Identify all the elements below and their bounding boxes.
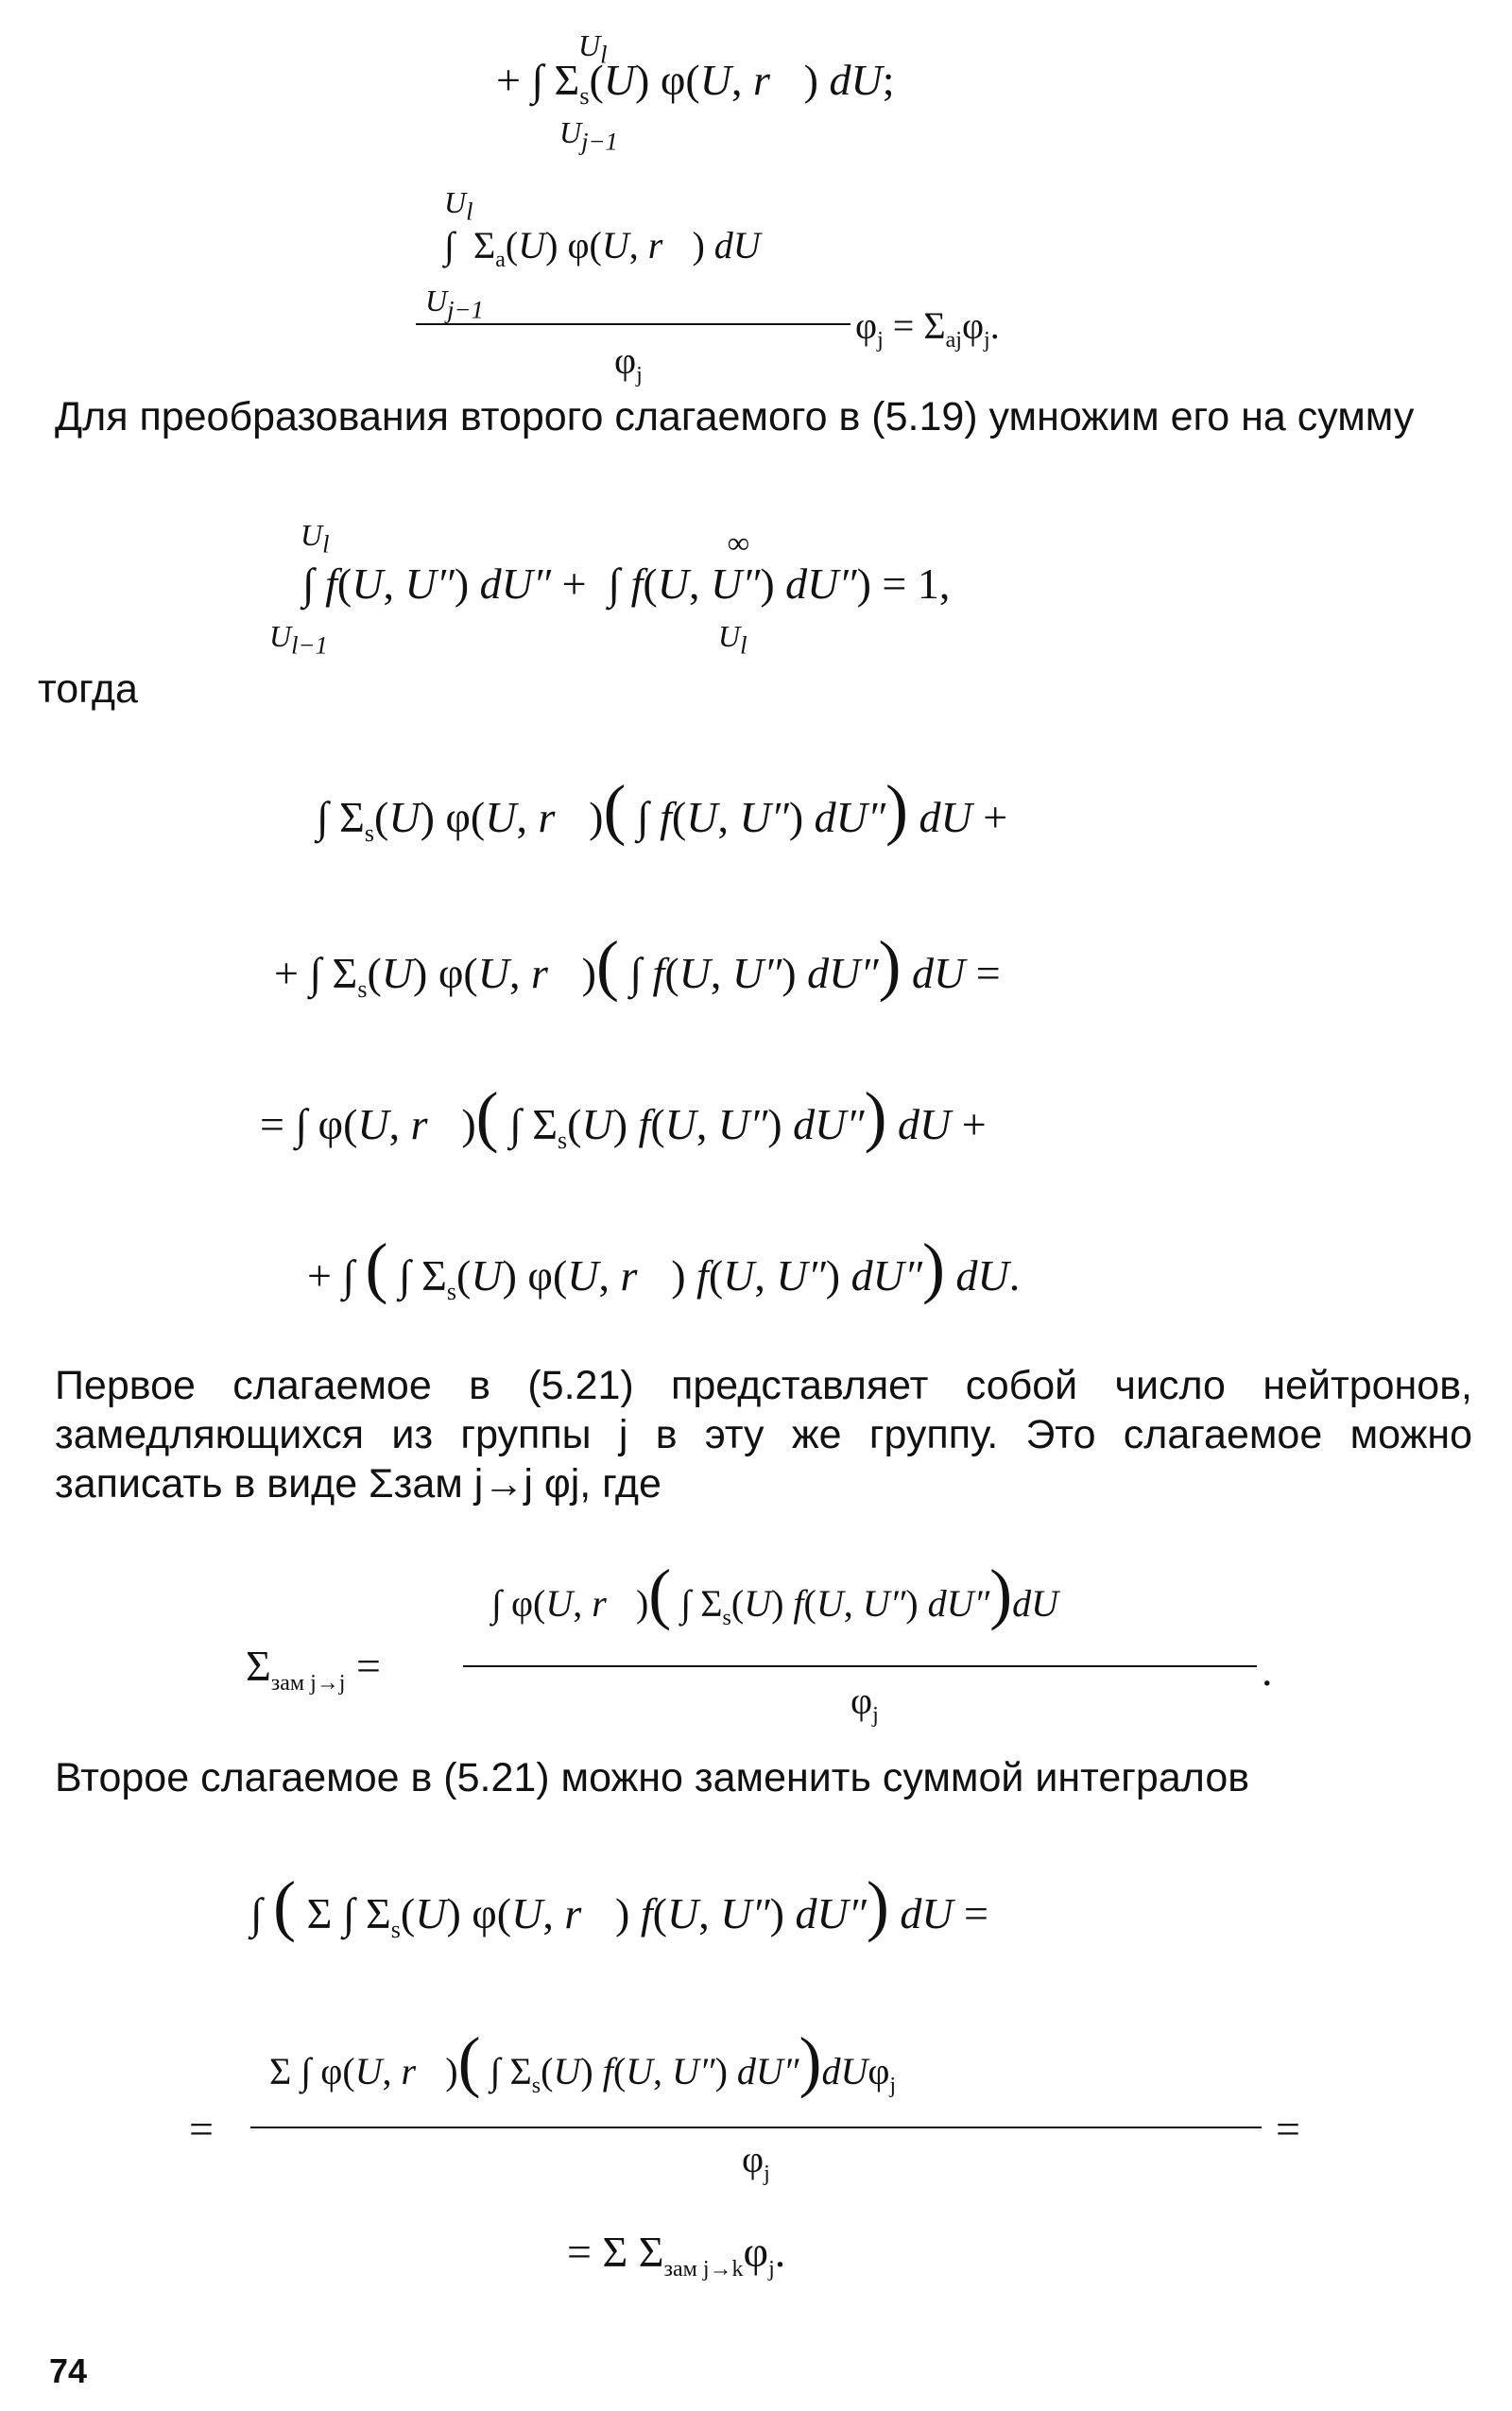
upper-limit: $U_l$ bbox=[578, 28, 608, 69]
period: . bbox=[1262, 1646, 1273, 1695]
fraction-bar bbox=[250, 2127, 1262, 2128]
lhs: $\Sigma_{зам j\to j}$ = bbox=[246, 1642, 381, 1696]
equation-line-3: = ∫ φ(U, r⃗)( ∫ $\Sigma_s(U)$ f(U, U″) dU″) dU + bbox=[260, 1078, 987, 1155]
denominator: $\varphi_j$ bbox=[850, 1679, 879, 1728]
page-number: 74 bbox=[49, 2351, 88, 2390]
upper-limit: $U_l$ bbox=[444, 185, 473, 226]
paragraph: Второе слагаемое в (5.21) можно заменить суммой интегралов bbox=[55, 1755, 1250, 1800]
equation-line-2: + ∫ $\Sigma_s(U)$ φ(U, r⃗)( ∫ f(U, U″) dU″) dU = bbox=[274, 927, 1001, 1004]
equation-line-1: ∫ ( Σ ∫ $\Sigma_s(U)$ φ(U, r⃗) f(U, U″) dU″) dU = bbox=[250, 1868, 988, 1944]
equals-sign: = bbox=[189, 2105, 214, 2153]
equation-line-1: ∫ $\Sigma_s(U)$ φ(U, r⃗)( ∫ f(U, U″) dU″) dU + bbox=[317, 771, 1008, 848]
equals-sign: = bbox=[1276, 2105, 1300, 2153]
numerator: ∫ $\Sigma_a(U)$ φ(U, r⃗) dU bbox=[444, 224, 761, 272]
denominator: $\varphi_j$ bbox=[614, 339, 643, 387]
numerator: ∫ φ(U, r⃗)( ∫ $\Sigma_s(U)$ f(U, U″) dU″)dU bbox=[491, 1556, 1059, 1631]
equation-body: ∫ f(U, U″) dU″ + ∫ f(U, U″) dU″) = 1, bbox=[302, 560, 951, 608]
rhs: $\varphi_j = \Sigma_{aj}\varphi_j$. bbox=[855, 304, 1000, 353]
equation-line-3: = Σ $\Sigma_{зам j\to k}\varphi_j$. bbox=[567, 2228, 786, 2282]
paragraph: Для преобразования второго слагаемого в (5.19) умножим его на сумму bbox=[55, 394, 1415, 439]
fraction-bar bbox=[463, 1665, 1257, 1667]
upper-limit: ∞ bbox=[728, 525, 749, 560]
denominator: $\varphi_j$ bbox=[742, 2138, 770, 2186]
equation-line-2-numerator: Σ ∫ φ(U, r⃗)( ∫ $\Sigma_s(U)$ f(U, U″) dU″)dUφ$_j$ bbox=[269, 2024, 897, 2099]
equation-line-4: + ∫ ( ∫ $\Sigma_s(U)$ φ(U, r⃗) f(U, U″) dU″) dU. bbox=[307, 1230, 1021, 1306]
lower-limit: $U_{j-1}$ bbox=[559, 115, 618, 156]
fraction-bar bbox=[416, 323, 850, 325]
lower-limit: $U_{l-1}$ bbox=[269, 619, 328, 660]
upper-limit: $U_l$ bbox=[301, 518, 330, 559]
lower-limit: $U_l$ bbox=[718, 619, 747, 660]
equation-body: + ∫ $\Sigma_s(U)$ φ(U, r⃗) dU; bbox=[496, 56, 895, 111]
paragraph: тогда bbox=[38, 666, 138, 712]
lower-limit: $U_{j-1}$ bbox=[425, 284, 484, 324]
paragraph: Первое слагаемое в (5.21) представляет собой число нейтронов, замедляющихся из группы j в эту же группу. Это слагаемое можно записать в виде Σзам j→j φj, где bbox=[55, 1363, 1472, 1507]
